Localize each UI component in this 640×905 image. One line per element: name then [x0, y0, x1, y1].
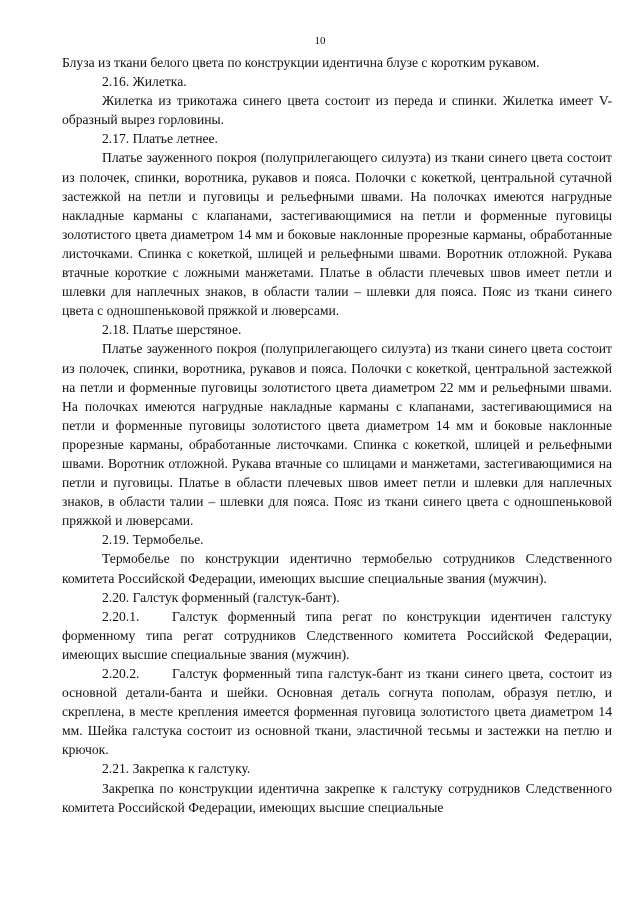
heading-2-21: 2.21. Закрепка к галстуку.	[102, 761, 251, 777]
paragraph-vest: Жилетка из трикотажа синего цвета состоит из переда и спинки. Жилетка имеет V-образный вырез горловины.	[62, 93, 612, 128]
subparagraph-number: 2.20.2.	[102, 666, 140, 681]
heading-2-20: 2.20. Галстук форменный (галстук-бант).	[102, 589, 340, 605]
paragraph-blouse: Блуза из ткани белого цвета по конструкции идентична блузе с коротким рукавом.	[62, 55, 540, 70]
subparagraph-2-20-1	[62, 607, 612, 664]
paragraph-thermal-underwear: Термобелье по конструкции идентично термобелью сотрудников Следственного комитета Российской Федерации, имеющих высшие специальные звания (мужчин).	[62, 551, 612, 586]
subparagraph-2-20-2	[62, 664, 612, 759]
subparagraph-number: 2.20.1.	[102, 608, 140, 624]
paragraph-wool-dress: Платье зауженного покроя (полуприлегающего силуэта) из ткани синего цвета состоит из полочек, спинки, воротника, рукавов и пояса. Полочки с кокеткой, центральной застежкой на петли и форменные пуговицы золотистого цвета диаметром 22 мм и рельефными швами. На полочках имеются нагрудные накладные карманы с клапанами, застегивающимися на петли и форменные пуговицы золотистого цвета диаметром 14 мм и боковые наклонные прорезные карманы, обработанные листочками. Спинка с кокеткой, шлицей и рельефными швами. Воротник отложной. Рукава втачные со шлицами и манжетами, застегивающимися на петли и пуговицы. Платье в области плечевых швов имеет петли и шлевки для наплечных знаков, в области талии – шлевки для пояса. Пояс из ткани синего цвета с одношпеньковой пряжкой и люверсами.	[62, 341, 612, 529]
heading-2-17: 2.17. Платье летнее.	[102, 131, 218, 147]
heading-2-16: 2.16. Жилетка.	[102, 74, 187, 90]
paragraph-tie-clip: Закрепка по конструкции идентична закрепке к галстуку сотрудников Следственного комитета Российской Федерации, имеющих высшие специальные	[62, 780, 612, 815]
document-body	[62, 53, 612, 817]
subparagraph-text: Галстук форменный типа регат по конструкции идентичен галстуку форменному типа регат сотрудников Следственного комитета Российской Федерации, имеющих высшие специальные звания (мужчин).	[62, 608, 612, 662]
heading-2-19: 2.19. Термобелье.	[102, 532, 204, 548]
paragraph-summer-dress: Платье зауженного покроя (полуприлегающего силуэта) из ткани синего цвета состоит из полочек, спинки, воротника, рукавов и пояса. Полочки с кокеткой, центральной сутачной застежкой на петли и пуговицы и рельефными швами. На полочках имеются нагрудные накладные карманы с клапанами, застегивающимися на петли и форменные пуговицы золотистого цвета диаметром 14 мм и боковые наклонные прорезные карманы, обработанные листочками. Спинка с кокеткой, шлицей и рельефными швами. Воротник отложной. Рукава втачные короткие с ложными манжетами. Платье в области плечевых швов имеет петли и шлевки для наплечных знаков, в области талии – шлевки для пояса. Пояс из ткани синего цвета с одношпеньковой пряжкой и люверсами.	[62, 150, 612, 319]
subparagraph-text: Галстук форменный типа галстук-бант из ткани синего цвета, состоит из основной детали-банта и шейки. Основная деталь согнута пополам, образуя петлю, и скреплена, в месте крепления имеется форменная пуговица золотистого цвета диаметром 14 мм. Шейка галстука состоит из основной ткани, эластичной тесьмы и застежки на петлю и крючок.	[62, 666, 612, 758]
heading-2-18: 2.18. Платье шерстяное.	[102, 322, 242, 338]
page-number: 10	[314, 35, 326, 47]
